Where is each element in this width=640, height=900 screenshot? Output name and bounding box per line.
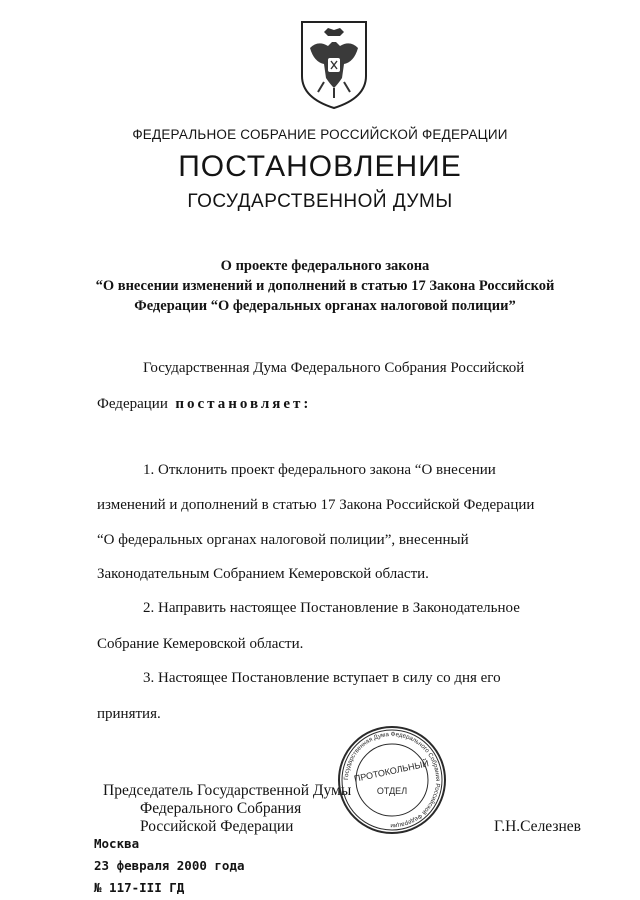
- signatory-name: Г.Н.Селезнев: [494, 818, 581, 835]
- city: Москва: [94, 836, 140, 851]
- signatory-position: Российской Федерации: [140, 818, 294, 835]
- stamp-ring-text: Государственная Дума Федерального Собрания Российской Федерации: [342, 730, 442, 830]
- resolves-word: постановляет:: [175, 396, 312, 412]
- item-3-line: принятия.: [97, 706, 161, 722]
- preamble-line: Государственная Дума Федерального Собрания Российской: [143, 360, 525, 376]
- document-subject: [90, 256, 560, 316]
- preamble-line: [97, 396, 584, 413]
- document-number: № 117-III ГД: [94, 880, 185, 895]
- subject-line: Федерации “О федеральных органах налоговой полиции”: [134, 298, 516, 314]
- subject-line: О проекте федерального закона: [220, 258, 430, 274]
- coat-of-arms-icon: [298, 18, 370, 110]
- signatory-position: Председатель Государственной Думы: [103, 782, 352, 799]
- item-2-line: 2. Направить настоящее Постановление в Законодательное: [143, 600, 520, 616]
- official-stamp: [336, 724, 448, 836]
- signatory-position: Федерального Собрания: [140, 800, 302, 817]
- item-3-line: 3. Настоящее Постановление вступает в силу со дня его: [143, 670, 501, 686]
- preamble-start: Федерации: [97, 396, 168, 412]
- document-title: ПОСТАНОВЛЕНИЕ: [178, 150, 462, 183]
- date: 23 февраля 2000 года: [94, 858, 245, 873]
- item-1-line: изменений и дополнений в статью 17 Закона Российской Федерации: [97, 497, 535, 513]
- stamp-dept-text: ОТДЕЛ: [376, 786, 408, 796]
- item-1-line: 1. Отклонить проект федерального закона “О внесении: [143, 462, 496, 478]
- stamp-center-text: ПРОТОКОЛЬНЫЙ: [353, 758, 430, 784]
- subject-line: “О внесении изменений и дополнений в статью 17 Закона Российской: [95, 278, 555, 294]
- item-2-line: Собрание Кемеровской области.: [97, 636, 304, 652]
- item-1-line: “О федеральных органах налоговой полиции”, внесенный: [97, 532, 469, 548]
- parliament-name: ФЕДЕРАЛЬНОЕ СОБРАНИЕ РОССИЙСКОЙ ФЕДЕРАЦИИ: [132, 127, 508, 142]
- document-subtitle: ГОСУДАРСТВЕННОЙ ДУМЫ: [187, 191, 453, 212]
- item-1-line: Законодательным Собранием Кемеровской области.: [97, 566, 429, 582]
